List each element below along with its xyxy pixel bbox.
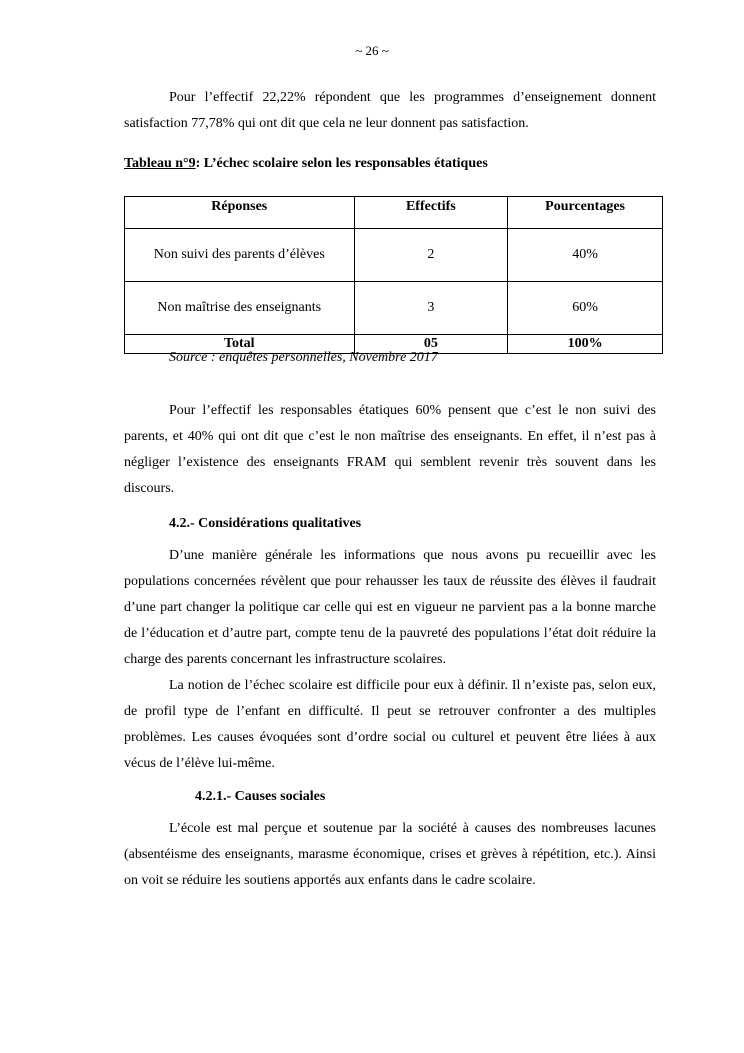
heading-causes-sociales: 4.2.1.- Causes sociales bbox=[195, 789, 326, 804]
cell-reponse: Non maîtrise des enseignants bbox=[125, 282, 355, 335]
header-effectifs: Effectifs bbox=[354, 197, 508, 229]
results-table bbox=[124, 196, 663, 354]
paragraph-text: D’une manière générale les informations que nous avons pu recueillir avec les populations concernées révèlent que pour rehausser les taux de réussite des élèves il faudrait d’une part changer la politique car celle qui est en vigueur ne parvient pas a la bonne marche de l’éducation et d’autre part, compte tenu de la pauvreté des populations l’état doit réduire la charge des parents concernant les infrastructure scolaires. bbox=[124, 548, 656, 667]
heading-considerations-qualitatives: 4.2.- Considérations qualitatives bbox=[169, 516, 362, 531]
cell-total-pourcentage: 100% bbox=[508, 335, 663, 354]
paragraph-text: La notion de l’échec scolaire est difficile pour eux à définir. Il n’existe pas, selon eux, de profil type de l’enfant en difficulté. Il peut se retrouver confronter a des multiples problèmes. Les causes évoquées sont d’ordre social ou culturel et peuvent être liées à aux vécus de l’élève lui-même. bbox=[124, 678, 656, 771]
paragraph-text: Pour l’effectif 22,22% répondent que les programmes d’enseignement donnent satisfaction 77,78% qui ont dit que cela ne leur donnent pas satisfaction. bbox=[124, 90, 656, 131]
cell-effectif: 3 bbox=[354, 282, 508, 335]
table-row bbox=[125, 229, 663, 282]
cell-pourcentage: 40% bbox=[508, 229, 663, 282]
table-caption-label: Tableau n°9 bbox=[124, 156, 196, 171]
paragraph-text: L’école est mal perçue et soutenue par la société à causes des nombreuses lacunes (absentéisme des enseignants, marasme économique, crises et grèves à répétition, etc.). Ainsi on voit se réduire les soutiens apportés aux enfants dans le cadre scolaire. bbox=[124, 821, 656, 888]
paragraph-effectif-programmes bbox=[124, 85, 656, 137]
header-pourcentages: Pourcentages bbox=[508, 197, 663, 229]
paragraph-ecole bbox=[124, 816, 656, 894]
cell-pourcentage: 60% bbox=[508, 282, 663, 335]
cell-effectif: 2 bbox=[354, 229, 508, 282]
table-row bbox=[125, 282, 663, 335]
header-reponses: Réponses bbox=[125, 197, 355, 229]
table-source: Source : enquêtes personnelles, Novembre 2017 bbox=[169, 350, 438, 365]
table-caption-text: : L’échec scolaire selon les responsables étatiques bbox=[195, 156, 488, 171]
cell-total-label: Total bbox=[125, 335, 355, 354]
paragraph-maniere-generale bbox=[124, 543, 656, 777]
table-caption bbox=[124, 156, 656, 172]
paragraph-responsables bbox=[124, 398, 656, 502]
cell-reponse: Non suivi des parents d’élèves bbox=[125, 229, 355, 282]
table-header-row bbox=[125, 197, 663, 229]
paragraph-text: Pour l’effectif les responsables étatiques 60% pensent que c’est le non suivi des parents, et 40% qui ont dit que c’est le non maîtrise des enseignants. En effet, il n’est pas à négliger l’existence des enseignants FRAM qui semblent revenir très souvent dans les discours. bbox=[124, 403, 656, 496]
page-number: ~ 26 ~ bbox=[355, 43, 389, 58]
cell-total-effectif: 05 bbox=[354, 335, 508, 354]
